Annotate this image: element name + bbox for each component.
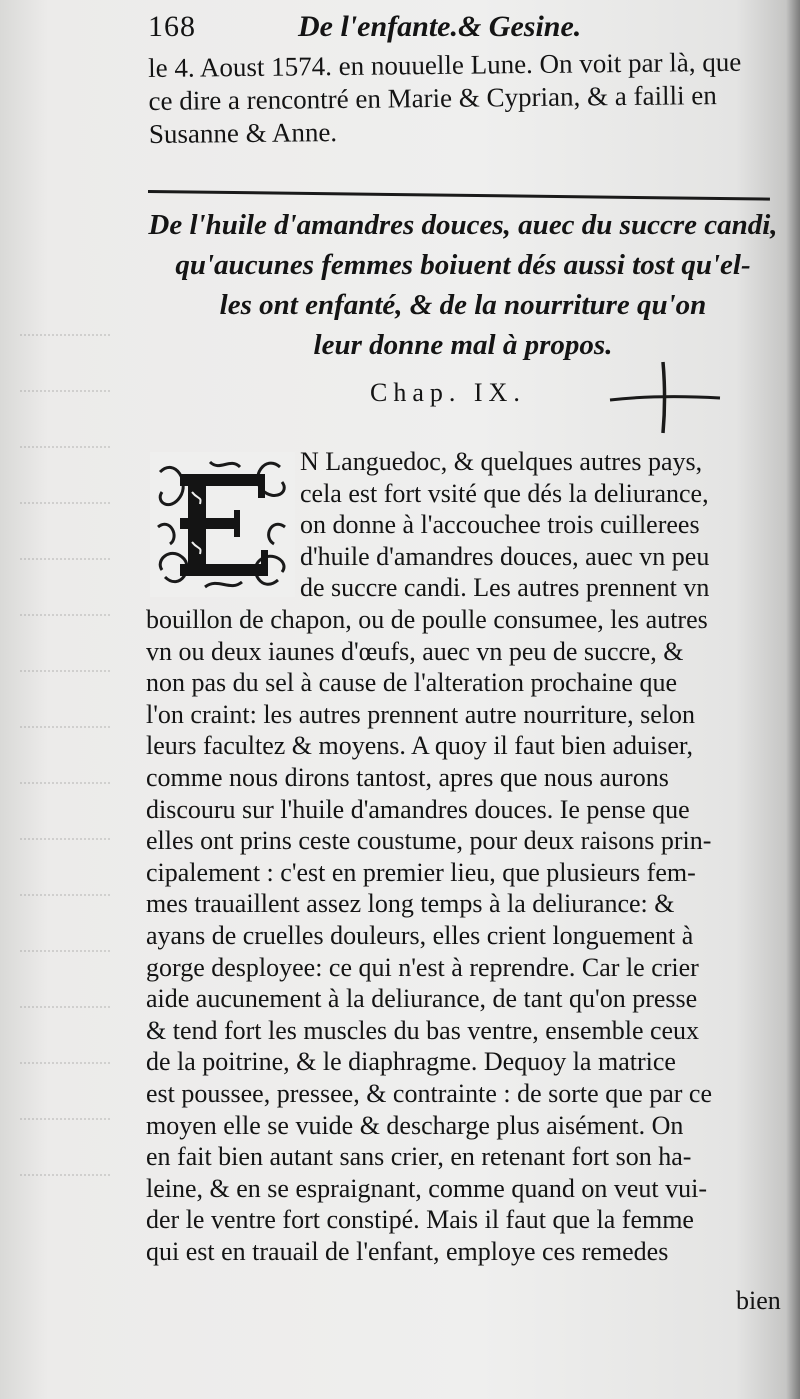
- text-line: leurs facultez & moyens. A quoy il faut bien aduiser,: [146, 731, 693, 761]
- chapter-title: [148, 205, 778, 365]
- text-line: moyen elle se vuide & descharge plus aisément. On: [146, 1110, 684, 1140]
- text-line: comme nous dirons tantost, apres que nous aurons: [146, 762, 669, 792]
- page-edge-shadow: [786, 0, 800, 1399]
- text-line: N Languedoc, & quelques autres pays,: [300, 447, 703, 476]
- running-title: De l'enfante.& Gesine.: [298, 10, 582, 43]
- title-line: De l'huile d'amandres douces, auec du succre candi,: [148, 209, 778, 241]
- ornamental-initial: [150, 452, 295, 597]
- dropcap-ornament-icon: [150, 452, 295, 597]
- text-line: & tend fort les muscles du bas ventre, ensemble ceux: [146, 1015, 700, 1045]
- handwritten-cross-mark: [605, 360, 725, 435]
- text-line: discouru sur l'huile d'amandres douces. Ie pense que: [146, 794, 690, 824]
- text-line: qui est en trauail de l'enfant, employe ces remedes: [146, 1236, 669, 1266]
- text-line: de la poitrine, & le diaphragme. Dequoy la matrice: [146, 1047, 676, 1077]
- text-line: elles ont prins ceste coustume, pour deux raisons prin-: [146, 826, 712, 856]
- text-line: ce dire a rencontré en Marie & Cyprian, & a failli en: [148, 80, 717, 116]
- text-line: de succre candi. Les autres prennent vn: [300, 573, 710, 603]
- chapter-body: [146, 604, 786, 1267]
- text-line: en fait bien autant sans crier, en retenant fort son ha-: [146, 1142, 692, 1172]
- text-line: on donne à l'accouchee trois cuillerees: [300, 510, 700, 540]
- continuation-paragraph: [148, 45, 789, 151]
- text-line: der le ventre fort constipé. Mais il faut que la femme: [146, 1205, 694, 1235]
- section-rule: [148, 190, 770, 201]
- text-line: mes trauaillent assez long temps à la deliurance: &: [146, 889, 675, 919]
- chapter-number: Chap. IX.: [370, 378, 526, 407]
- text-line: ayans de cruelles douleurs, elles crient longuement à: [146, 920, 694, 950]
- text-line: aide aucunement à la deliurance, de tant qu'on presse: [146, 984, 698, 1014]
- text-line: gorge desployee: ce qui n'est à reprendre. Car le crier: [146, 952, 699, 982]
- text-line: vn ou deux iaunes d'œufs, auec vn peu de succre, &: [146, 636, 684, 666]
- page-header: [148, 6, 768, 50]
- page-number: 168: [148, 10, 196, 43]
- text-line: bouillon de chapon, ou de poulle consumee, les autres: [146, 605, 708, 634]
- title-line: les ont enfanté, & de la nourriture qu'on: [219, 289, 707, 321]
- text-line: non pas du sel à cause de l'alteration prochaine que: [146, 668, 677, 698]
- text-line: d'huile d'amandres douces, auec vn peu: [300, 541, 710, 571]
- text-line: le 4. Aoust 1574. en nouuelle Lune. On voit par là, que: [148, 46, 742, 83]
- show-through-text: [20, 300, 130, 1200]
- opening-lines: [300, 446, 786, 604]
- text-line: l'on craint: les autres prennent autre nourriture, selon: [146, 699, 696, 729]
- text-line: leine, & en se espraignant, comme quand on veut vui-: [146, 1173, 708, 1203]
- text-line: cela est fort vsité que dés la deliurance,: [300, 478, 709, 508]
- title-line: qu'aucunes femmes boiuent dés aussi tost qu'el-: [175, 249, 751, 281]
- title-line: leur donne mal à propos.: [313, 329, 613, 361]
- text-line: Susanne & Anne.: [148, 117, 338, 149]
- text-line: est poussee, pressee, & contrainte : de sorte que par ce: [146, 1078, 713, 1108]
- catchword: bien: [736, 1286, 781, 1315]
- text-line: cipalement : c'est en premier lieu, que plusieurs fem-: [146, 857, 696, 887]
